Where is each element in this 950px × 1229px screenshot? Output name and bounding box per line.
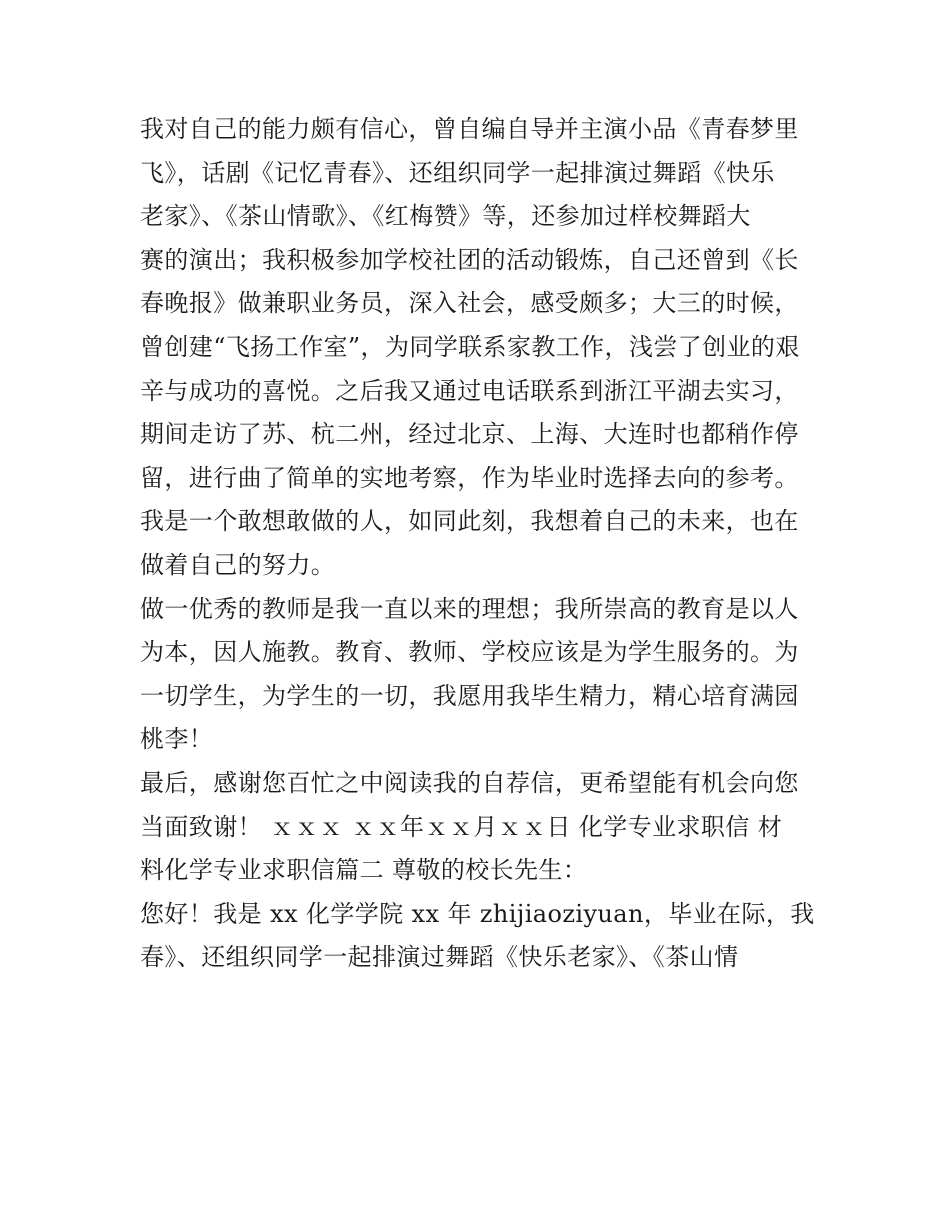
text-line: 我是一个敢想敢做的人，如同此刻，我想着自己的未来，也在 (140, 507, 799, 536)
text-line: 期间走访了苏、杭二州，经过北京、上海、大连时也都稍作停 (140, 420, 799, 449)
text-line: 做一优秀的教师是我一直以来的理想；我所崇高的教育是以人 (140, 594, 799, 623)
text-line: 飞》，话剧《记忆青春》、还组织同学一起排演过舞蹈《快乐 (140, 158, 775, 187)
text-line: 春》、还组织同学一起排演过舞蹈《快乐老家》、《茶山情 (140, 943, 739, 972)
text-line: 桃李！ (140, 725, 214, 754)
text-line: 为本，因人施教。教育、教师、学校应该是为学生服务的。为 (140, 638, 799, 667)
text-line: 当面致谢！ ｘｘｘ ｘｘ年ｘｘ月ｘｘ日 化学专业求职信 材 (140, 812, 783, 841)
text-line: 曾创建“飞扬工作室”，为同学联系家教工作，浅尝了创业的艰 (140, 332, 800, 361)
letter-body (140, 108, 820, 980)
text-line: 您好！我是 xx 化学学院 xx 年 zhijiaoziyuan，毕业在际，我 (140, 899, 815, 928)
text-line: 料化学专业求职信篇二 尊敬的校长先生： (140, 856, 588, 885)
text-line: 最后，感谢您百忙之中阅读我的自荐信，更希望能有机会向您 (140, 768, 799, 797)
text-line: 一切学生，为学生的一切，我愿用我毕生精力，精心培育满园 (140, 681, 799, 710)
text-line: 做着自己的努力。 (140, 550, 336, 579)
text-line: 留，进行曲了简单的实地考察，作为毕业时选择去向的参考。 (140, 463, 799, 492)
text-line: 辛与成功的喜悦。之后我又通过电话联系到浙江平湖去实习， (140, 376, 799, 405)
text-line: 赛的演出；我积极参加学校社团的活动锻炼，自己还曾到《长 (140, 245, 799, 274)
text-line: 春晚报》做兼职业务员，深入社会，感受颇多；大三的时候， (140, 289, 799, 318)
text-line: 我对自己的能力颇有信心，曾自编自导并主演小品《青春梦里 (140, 115, 799, 143)
text-line: 老家》、《茶山情歌》、《红梅赞》等，还参加过样校舞蹈大 (140, 202, 751, 231)
